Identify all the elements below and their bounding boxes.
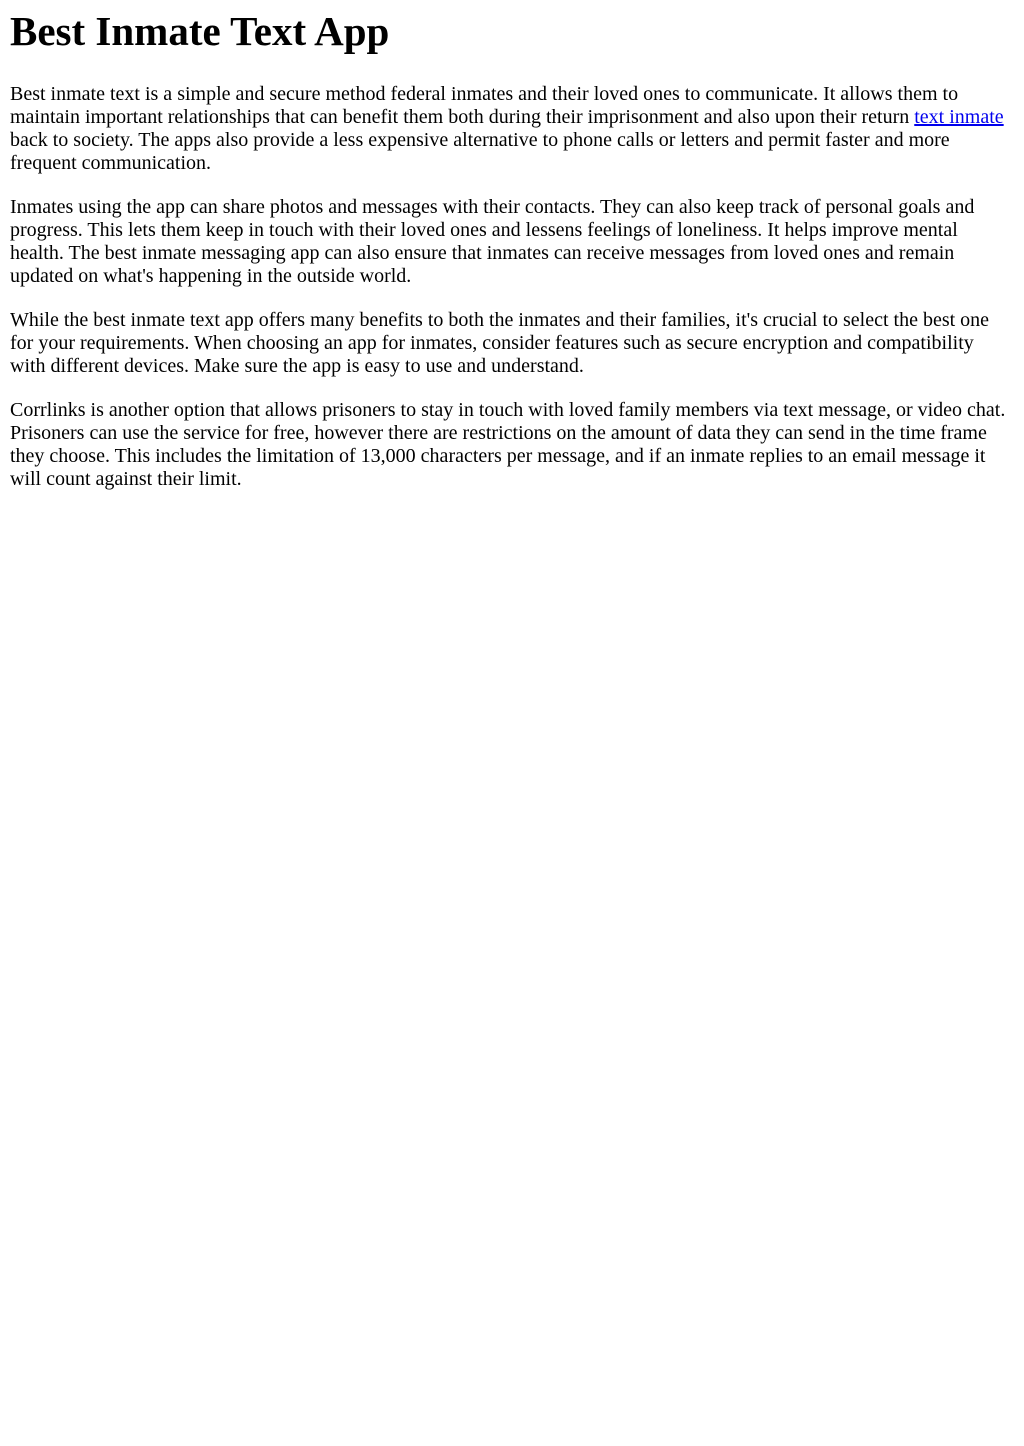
paragraph-corrlinks: Corrlinks is another option that allows prisoners to stay in touch with loved family members via text message, or video chat. Prisoners can use the service for free, however there are restrictions on the amount of data they can send in the time frame they choose. This includes the limitation of 13,000 characters per message, and if an inmate replies to an email message it will count against their limit.	[10, 399, 1006, 491]
text-inmate-link[interactable]: text inmate	[914, 106, 1004, 129]
page-title: Best Inmate Text App	[10, 8, 390, 54]
paragraph-intro-text-start: Best inmate text is a simple and secure method federal inmates and their loved ones to communicate. It allows them to maintain important relationships that can benefit them both during their imprisonment and also upon their return	[10, 83, 959, 129]
paragraph-features: Inmates using the app can share photos and messages with their contacts. They can also keep track of personal goals and progress. This lets them keep in touch with their loved ones and lessens feelings of loneliness. It helps improve mental health. The best inmate messaging app can also ensure that inmates can receive messages from loved ones and remain updated on what's happening in the outside world.	[10, 196, 975, 288]
paragraph-choosing: While the best inmate text app offers many benefits to both the inmates and their families, it's crucial to select the best one for your requirements. When choosing an app for inmates, consider features such as secure encryption and compatibility with different devices. Make sure the app is easy to use and understand.	[10, 309, 990, 378]
paragraph-intro	[10, 83, 1014, 175]
paragraph-intro-text-end: back to society. The apps also provide a less expensive alternative to phone calls or letters and permit faster and more frequent communication.	[10, 129, 950, 175]
